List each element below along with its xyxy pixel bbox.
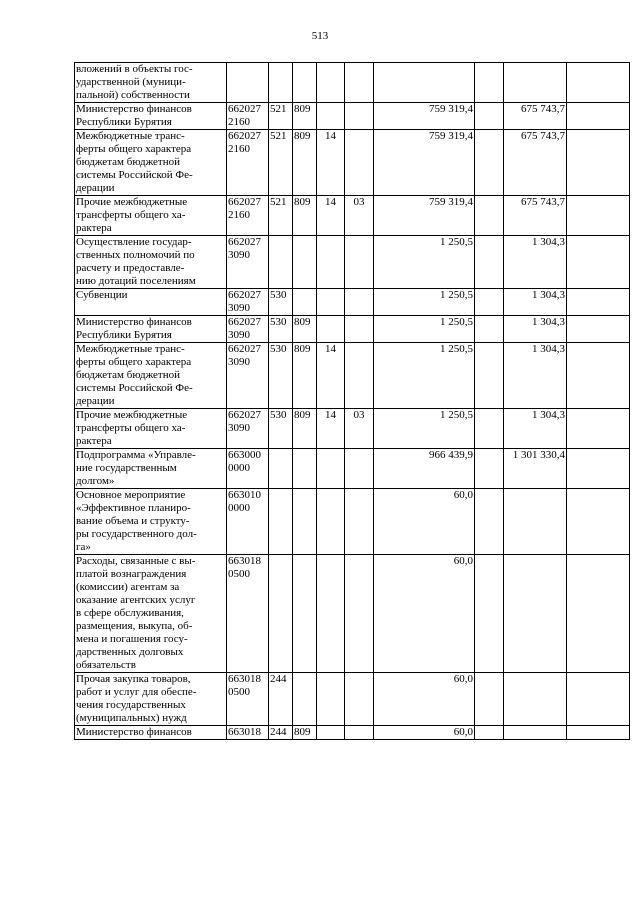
cell-subsection bbox=[345, 316, 374, 343]
cell-name-line: бюджетам бюджетной bbox=[76, 369, 180, 381]
cell-amount-year-2: 1 304,3 bbox=[504, 316, 567, 343]
cell-target-code-line: 662027 bbox=[228, 236, 261, 248]
cell-name-line: Республики Бурятия bbox=[76, 329, 172, 341]
cell-section bbox=[317, 63, 345, 103]
table-row bbox=[75, 63, 630, 103]
cell-target-code-line: 0500 bbox=[228, 568, 250, 580]
cell-empty bbox=[475, 236, 504, 289]
cell-target-code-line: 3090 bbox=[228, 302, 250, 314]
cell-empty bbox=[567, 236, 630, 289]
cell-target-code-line: 2160 bbox=[228, 209, 250, 221]
cell-expense-type: 530 bbox=[269, 343, 293, 409]
cell-expense-type bbox=[269, 555, 293, 673]
cell-amount-year-2 bbox=[504, 489, 567, 555]
cell-ministry-code: 809 bbox=[293, 409, 317, 449]
cell-name-line: в сфере обслуживания, bbox=[76, 607, 184, 619]
cell-name-line: Межбюджетные транс- bbox=[76, 130, 185, 142]
cell-expense-type: 530 bbox=[269, 316, 293, 343]
cell-target-code-line: 663018 bbox=[228, 555, 261, 567]
cell-section bbox=[317, 489, 345, 555]
cell-target-code-line: 3090 bbox=[228, 329, 250, 341]
cell-name-line: размещения, выкупа, об- bbox=[76, 620, 193, 632]
cell-section: 14 bbox=[317, 130, 345, 196]
cell-name-line: Прочая закупка товаров, bbox=[76, 673, 191, 685]
cell-empty bbox=[475, 726, 504, 740]
cell-subsection bbox=[345, 130, 374, 196]
cell-empty bbox=[567, 343, 630, 409]
cell-empty bbox=[475, 449, 504, 489]
cell-target-code-line: 662027 bbox=[228, 316, 261, 328]
cell-name-line: оказание агентских услуг bbox=[76, 594, 196, 606]
cell-subsection bbox=[345, 236, 374, 289]
cell-name-line: системы Российской Фе- bbox=[76, 169, 193, 181]
cell-target-code bbox=[227, 673, 269, 726]
cell-name-line: трансферты общего ха- bbox=[76, 209, 186, 221]
table-row bbox=[75, 489, 630, 555]
cell-target-code-line: 3090 bbox=[228, 356, 250, 368]
cell-empty bbox=[475, 489, 504, 555]
table-row bbox=[75, 343, 630, 409]
cell-expense-type: 530 bbox=[269, 409, 293, 449]
cell-expense-type: 521 bbox=[269, 130, 293, 196]
cell-expense-type bbox=[269, 236, 293, 289]
cell-name-line: рактера bbox=[76, 222, 112, 234]
cell-section bbox=[317, 289, 345, 316]
cell-empty bbox=[475, 103, 504, 130]
cell-name-line: Прочие межбюджетные bbox=[76, 196, 188, 208]
cell-name bbox=[75, 63, 227, 103]
cell-target-code-line: 663000 bbox=[228, 449, 261, 461]
cell-amount-year-1: 60,0 bbox=[374, 489, 475, 555]
cell-subsection bbox=[345, 289, 374, 316]
cell-name-line: ударственной (муници- bbox=[76, 76, 186, 88]
cell-ministry-code: 809 bbox=[293, 196, 317, 236]
cell-section bbox=[317, 726, 345, 740]
table-row bbox=[75, 555, 630, 673]
cell-empty bbox=[567, 489, 630, 555]
cell-target-code bbox=[227, 726, 269, 740]
cell-amount-year-2 bbox=[504, 555, 567, 673]
cell-target-code-line: 2160 bbox=[228, 143, 250, 155]
cell-expense-type bbox=[269, 489, 293, 555]
cell-target-code-line: 662027 bbox=[228, 103, 261, 115]
cell-name-line: Прочие межбюджетные bbox=[76, 409, 188, 421]
cell-empty bbox=[567, 673, 630, 726]
cell-subsection bbox=[345, 489, 374, 555]
cell-expense-type bbox=[269, 63, 293, 103]
cell-name-line: Министерство финансов bbox=[76, 103, 192, 115]
cell-empty bbox=[475, 130, 504, 196]
budget-table bbox=[74, 62, 630, 740]
cell-expense-type bbox=[269, 449, 293, 489]
table-row bbox=[75, 289, 630, 316]
cell-target-code bbox=[227, 409, 269, 449]
cell-name-line: ние государственным bbox=[76, 462, 177, 474]
cell-section: 14 bbox=[317, 196, 345, 236]
cell-name bbox=[75, 673, 227, 726]
cell-name-line: Расходы, связанные с вы- bbox=[76, 555, 196, 567]
budget-table-body bbox=[75, 63, 630, 740]
cell-name bbox=[75, 409, 227, 449]
cell-name-line: платой вознаграждения bbox=[76, 568, 187, 580]
cell-section bbox=[317, 316, 345, 343]
cell-amount-year-2 bbox=[504, 726, 567, 740]
cell-name bbox=[75, 289, 227, 316]
cell-amount-year-1: 966 439,9 bbox=[374, 449, 475, 489]
cell-target-code bbox=[227, 289, 269, 316]
cell-target-code-line: 662027 bbox=[228, 343, 261, 355]
cell-ministry-code bbox=[293, 289, 317, 316]
cell-name-line: ры государственного дол- bbox=[76, 528, 197, 540]
cell-amount-year-1: 1 250,5 bbox=[374, 289, 475, 316]
cell-empty bbox=[567, 196, 630, 236]
cell-empty bbox=[567, 449, 630, 489]
cell-name-line: вание объема и структу- bbox=[76, 515, 190, 527]
cell-section: 14 bbox=[317, 409, 345, 449]
cell-expense-type: 244 bbox=[269, 726, 293, 740]
cell-name-line: системы Российской Фе- bbox=[76, 382, 193, 394]
cell-target-code-line: 2160 bbox=[228, 116, 250, 128]
cell-name-line: (комиссии) агентам за bbox=[76, 581, 180, 593]
cell-section bbox=[317, 555, 345, 673]
cell-name-line: мена и погашения госу- bbox=[76, 633, 188, 645]
cell-target-code bbox=[227, 489, 269, 555]
cell-name-line: обязательств bbox=[76, 659, 136, 671]
cell-empty bbox=[475, 343, 504, 409]
cell-name-line: трансферты общего ха- bbox=[76, 422, 186, 434]
cell-target-code-line: 662027 bbox=[228, 196, 261, 208]
cell-name-line: Межбюджетные транс- bbox=[76, 343, 185, 355]
cell-name-line: ферты общего характера bbox=[76, 143, 192, 155]
cell-amount-year-2 bbox=[504, 673, 567, 726]
cell-amount-year-1: 60,0 bbox=[374, 555, 475, 673]
cell-target-code-line: 663018 bbox=[228, 726, 261, 738]
cell-name bbox=[75, 236, 227, 289]
cell-name bbox=[75, 130, 227, 196]
table-row bbox=[75, 316, 630, 343]
cell-subsection: 03 bbox=[345, 196, 374, 236]
cell-ministry-code bbox=[293, 555, 317, 673]
cell-target-code-line: 3090 bbox=[228, 249, 250, 261]
cell-amount-year-2: 675 743,7 bbox=[504, 196, 567, 236]
cell-section: 14 bbox=[317, 343, 345, 409]
cell-target-code bbox=[227, 103, 269, 130]
cell-name-line: нию дотаций поселениям bbox=[76, 275, 196, 287]
cell-empty bbox=[567, 103, 630, 130]
cell-expense-type: 530 bbox=[269, 289, 293, 316]
cell-name-line: га» bbox=[76, 541, 91, 553]
cell-amount-year-1: 60,0 bbox=[374, 673, 475, 726]
cell-empty bbox=[475, 555, 504, 673]
cell-target-code-line: 662027 bbox=[228, 409, 261, 421]
cell-amount-year-2: 1 304,3 bbox=[504, 289, 567, 316]
cell-name-line: дерации bbox=[76, 182, 115, 194]
cell-target-code bbox=[227, 449, 269, 489]
cell-target-code-line: 0000 bbox=[228, 502, 250, 514]
cell-target-code bbox=[227, 555, 269, 673]
cell-target-code bbox=[227, 316, 269, 343]
cell-target-code-line: 3090 bbox=[228, 422, 250, 434]
cell-expense-type: 521 bbox=[269, 103, 293, 130]
cell-name-line: Министерство финансов bbox=[76, 726, 192, 738]
cell-empty bbox=[567, 289, 630, 316]
cell-target-code-line: 663010 bbox=[228, 489, 261, 501]
cell-amount-year-1: 1 250,5 bbox=[374, 343, 475, 409]
cell-amount-year-2: 1 304,3 bbox=[504, 236, 567, 289]
cell-ministry-code: 809 bbox=[293, 343, 317, 409]
cell-ministry-code bbox=[293, 449, 317, 489]
cell-name-line: дерации bbox=[76, 395, 115, 407]
cell-name-line: расчету и предоставле- bbox=[76, 262, 185, 274]
cell-empty bbox=[475, 316, 504, 343]
cell-empty bbox=[475, 409, 504, 449]
cell-amount-year-2: 675 743,7 bbox=[504, 103, 567, 130]
cell-ministry-code: 809 bbox=[293, 316, 317, 343]
cell-name bbox=[75, 103, 227, 130]
cell-amount-year-1: 1 250,5 bbox=[374, 316, 475, 343]
cell-empty bbox=[475, 63, 504, 103]
cell-empty bbox=[567, 130, 630, 196]
cell-amount-year-1: 1 250,5 bbox=[374, 409, 475, 449]
cell-amount-year-1: 1 250,5 bbox=[374, 236, 475, 289]
cell-subsection bbox=[345, 673, 374, 726]
cell-name-line: Министерство финансов bbox=[76, 316, 192, 328]
cell-subsection bbox=[345, 343, 374, 409]
cell-name-line: ственных полномочий по bbox=[76, 249, 195, 261]
cell-name-line: дарственных долговых bbox=[76, 646, 184, 658]
cell-name bbox=[75, 726, 227, 740]
cell-subsection bbox=[345, 63, 374, 103]
cell-name-line: Основное мероприятие bbox=[76, 489, 186, 501]
cell-amount-year-2 bbox=[504, 63, 567, 103]
cell-target-code-line: 662027 bbox=[228, 289, 261, 301]
cell-empty bbox=[567, 555, 630, 673]
cell-ministry-code bbox=[293, 63, 317, 103]
cell-name-line: (муниципальных) нужд bbox=[76, 712, 187, 724]
cell-name bbox=[75, 449, 227, 489]
cell-ministry-code bbox=[293, 236, 317, 289]
table-row bbox=[75, 236, 630, 289]
cell-amount-year-2: 1 304,3 bbox=[504, 409, 567, 449]
cell-ministry-code bbox=[293, 489, 317, 555]
cell-name bbox=[75, 343, 227, 409]
cell-amount-year-1 bbox=[374, 63, 475, 103]
cell-name-line: «Эффективное планиро- bbox=[76, 502, 191, 514]
cell-name-line: чения государственных bbox=[76, 699, 186, 711]
cell-section bbox=[317, 103, 345, 130]
cell-amount-year-1: 759 319,4 bbox=[374, 196, 475, 236]
cell-name bbox=[75, 489, 227, 555]
cell-name-line: вложений в объекты гос- bbox=[76, 63, 193, 75]
table-row bbox=[75, 103, 630, 130]
cell-name bbox=[75, 196, 227, 236]
cell-amount-year-2: 1 304,3 bbox=[504, 343, 567, 409]
cell-target-code bbox=[227, 130, 269, 196]
cell-empty bbox=[475, 289, 504, 316]
cell-name-line: пальной) собственности bbox=[76, 89, 190, 101]
cell-target-code-line: 0500 bbox=[228, 686, 250, 698]
cell-target-code-line: 662027 bbox=[228, 130, 261, 142]
cell-name-line: Подпрограмма «Управле- bbox=[76, 449, 196, 461]
cell-subsection bbox=[345, 726, 374, 740]
cell-subsection bbox=[345, 449, 374, 489]
cell-target-code bbox=[227, 196, 269, 236]
cell-empty bbox=[567, 726, 630, 740]
cell-empty bbox=[475, 673, 504, 726]
table-row bbox=[75, 726, 630, 740]
cell-amount-year-1: 759 319,4 bbox=[374, 130, 475, 196]
cell-amount-year-1: 759 319,4 bbox=[374, 103, 475, 130]
cell-target-code-line: 663018 bbox=[228, 673, 261, 685]
cell-empty bbox=[567, 63, 630, 103]
cell-section bbox=[317, 449, 345, 489]
page-number: 513 bbox=[311, 30, 329, 42]
cell-name bbox=[75, 555, 227, 673]
cell-target-code bbox=[227, 236, 269, 289]
cell-subsection bbox=[345, 555, 374, 673]
cell-name-line: бюджетам бюджетной bbox=[76, 156, 180, 168]
cell-empty bbox=[567, 409, 630, 449]
cell-empty bbox=[475, 196, 504, 236]
cell-section bbox=[317, 673, 345, 726]
cell-name-line: Субвенции bbox=[76, 289, 128, 301]
cell-ministry-code: 809 bbox=[293, 130, 317, 196]
table-row bbox=[75, 449, 630, 489]
cell-name-line: Осуществление государ- bbox=[76, 236, 192, 248]
cell-name-line: долгом» bbox=[76, 475, 115, 487]
cell-name-line: Республики Бурятия bbox=[76, 116, 172, 128]
table-row bbox=[75, 130, 630, 196]
table-row bbox=[75, 673, 630, 726]
cell-expense-type: 521 bbox=[269, 196, 293, 236]
cell-target-code-line: 0000 bbox=[228, 462, 250, 474]
cell-name bbox=[75, 316, 227, 343]
cell-name-line: ферты общего характера bbox=[76, 356, 192, 368]
cell-ministry-code: 809 bbox=[293, 726, 317, 740]
cell-subsection bbox=[345, 103, 374, 130]
cell-target-code bbox=[227, 63, 269, 103]
table-row bbox=[75, 409, 630, 449]
cell-amount-year-2: 1 301 330,4 bbox=[504, 449, 567, 489]
cell-subsection: 03 bbox=[345, 409, 374, 449]
cell-name-line: работ и услуг для обеспе- bbox=[76, 686, 197, 698]
cell-name-line: рактера bbox=[76, 435, 112, 447]
cell-section bbox=[317, 236, 345, 289]
cell-ministry-code: 809 bbox=[293, 103, 317, 130]
cell-expense-type: 244 bbox=[269, 673, 293, 726]
cell-empty bbox=[567, 316, 630, 343]
cell-target-code bbox=[227, 343, 269, 409]
cell-amount-year-2: 675 743,7 bbox=[504, 130, 567, 196]
table-row bbox=[75, 196, 630, 236]
cell-ministry-code bbox=[293, 673, 317, 726]
cell-amount-year-1: 60,0 bbox=[374, 726, 475, 740]
